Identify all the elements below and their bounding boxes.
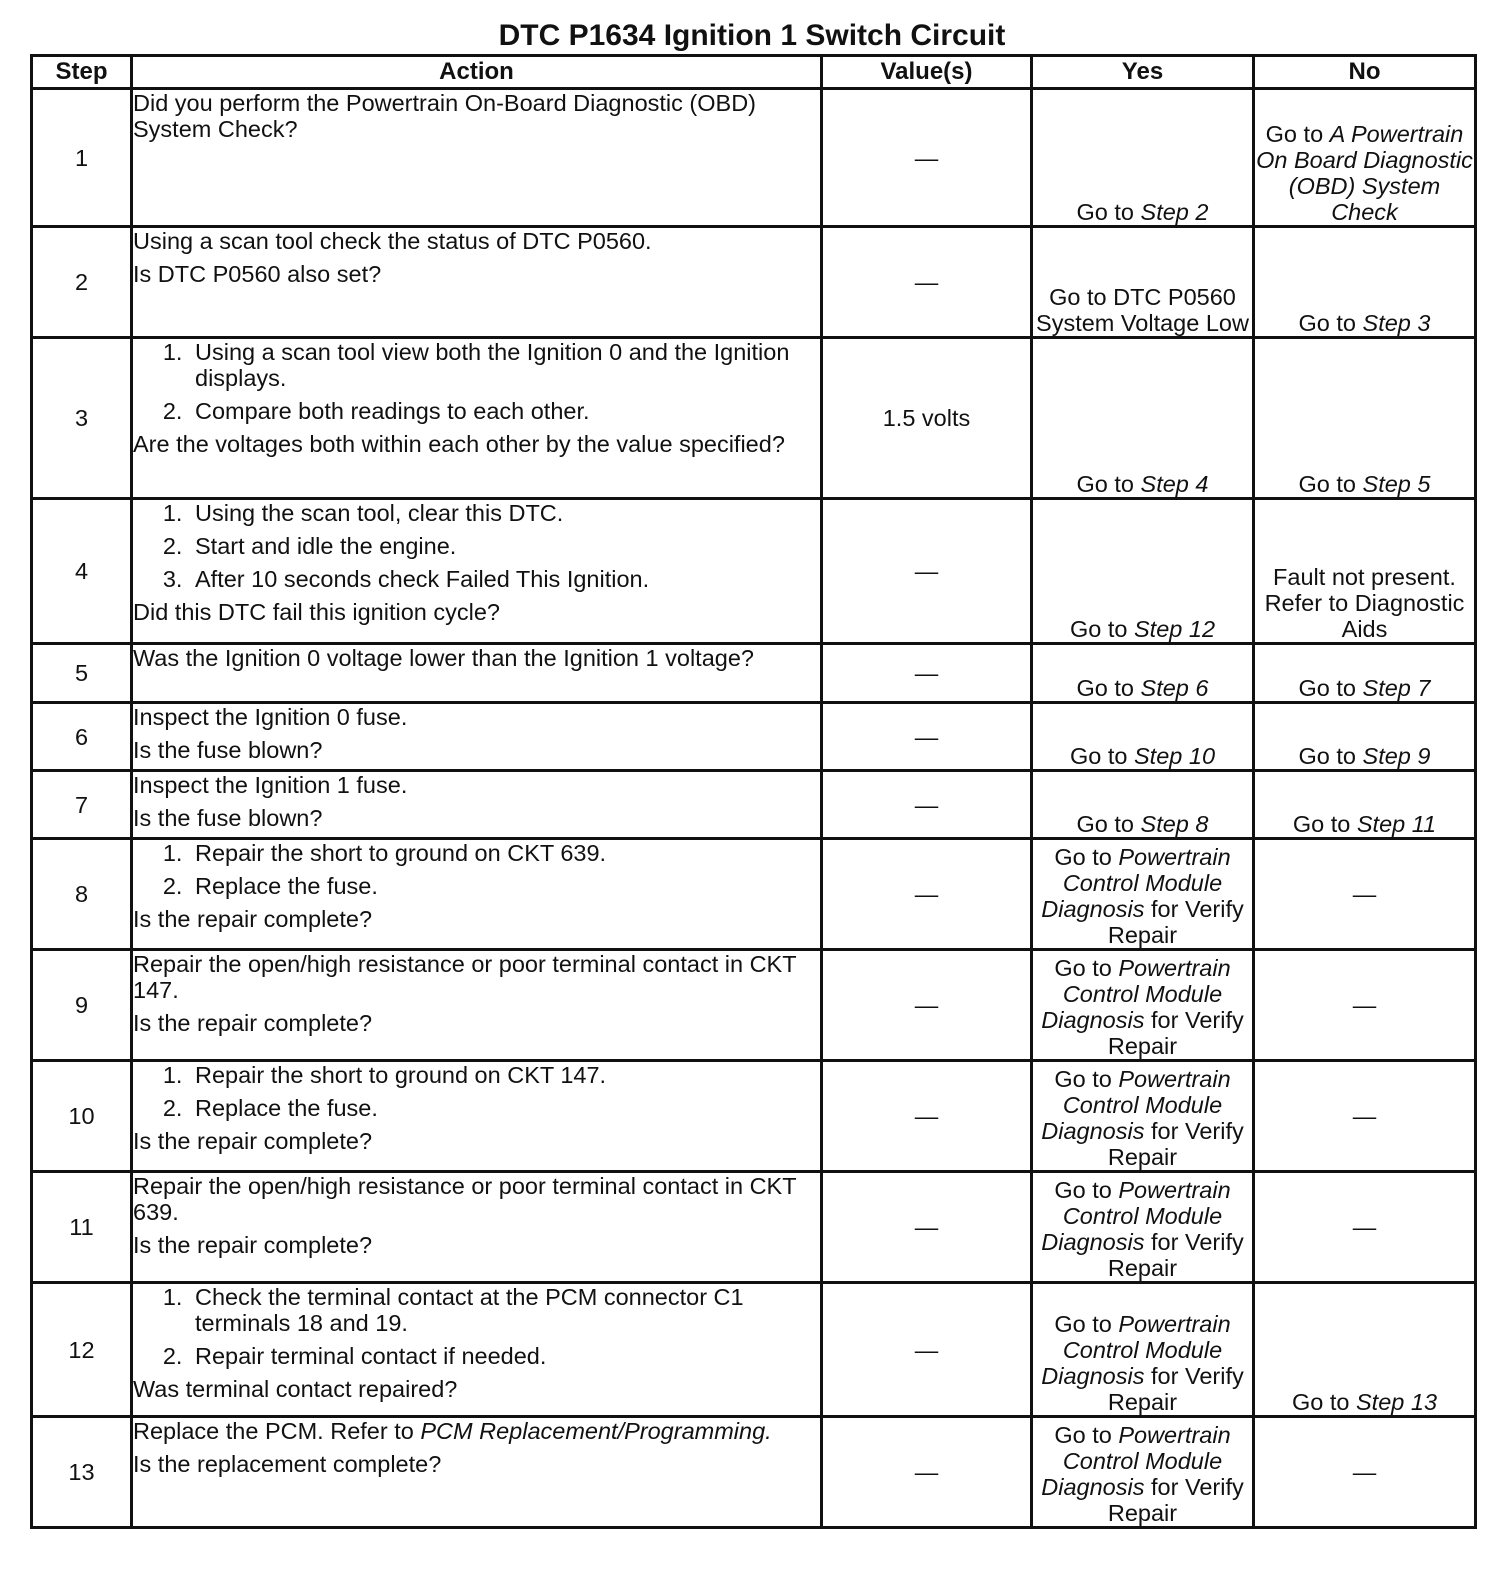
text-run: for Verify Repair: [1107, 896, 1244, 948]
reference-text: Step 3: [1362, 310, 1431, 336]
value-cell: —: [822, 771, 1032, 839]
reference-text: Powertrain Control Module Diagnosis: [1041, 1422, 1231, 1500]
step-number: 11: [32, 1172, 132, 1283]
action-step: 2. Start and idle the engine.: [189, 533, 820, 559]
table-row: [32, 1061, 1476, 1172]
action-step: 1. Using the scan tool, clear this DTC.: [189, 500, 820, 526]
no-result: [1254, 839, 1476, 950]
action-steps-list: [133, 339, 820, 424]
action-cell: [132, 338, 822, 499]
yes-result: [1032, 839, 1254, 950]
action-step: 2. Replace the fuse.: [189, 873, 820, 899]
header-value: Value(s): [822, 56, 1032, 89]
action-step: 1. Using a scan tool view both the Ignition 0 and the Ignition displays.: [189, 339, 820, 391]
text-run: Go to: [1076, 199, 1141, 225]
text-run: for Verify Repair: [1107, 1229, 1244, 1281]
text-run: Go to: [1054, 844, 1119, 870]
text-run: Go to DTC P0560 System Voltage Low: [1036, 284, 1249, 336]
action-cell: [132, 1283, 822, 1417]
table-row: [32, 771, 1476, 839]
action-step: 3. After 10 seconds check Failed This Ignition.: [189, 566, 820, 592]
text-run: for Verify Repair: [1107, 1007, 1244, 1059]
value-cell: —: [822, 499, 1032, 644]
action-step: 2. Repair terminal contact if needed.: [189, 1343, 820, 1369]
action-text: Inspect the Ignition 0 fuse.: [133, 704, 408, 730]
text-run: Go to: [1076, 811, 1141, 837]
text-run: for Verify Repair: [1107, 1118, 1244, 1170]
no-result: [1254, 1417, 1476, 1528]
text-run: Fault not present. Refer to Diagnostic Aids: [1264, 564, 1465, 642]
reference-text: Powertrain Control Module Diagnosis: [1041, 844, 1231, 922]
reference-text: A Powertrain On Board Diagnostic (OBD) System Check: [1256, 121, 1473, 225]
reference-text: Step 5: [1362, 471, 1431, 497]
text-run: Go to: [1076, 675, 1141, 701]
action-cell: [132, 227, 822, 338]
header-yes: Yes: [1032, 56, 1254, 89]
page-title: DTC P1634 Ignition 1 Switch Circuit: [498, 19, 1006, 52]
diagnostic-table: [30, 54, 1477, 1529]
action-text: Repair the open/high resistance or poor terminal contact in CKT 639.: [133, 1173, 797, 1225]
action-step: 1. Repair the short to ground on CKT 147.: [189, 1062, 820, 1088]
reference-text: Step 12: [1134, 616, 1216, 642]
action-step: 2. Replace the fuse.: [189, 1095, 820, 1121]
reference-text: Step 4: [1140, 471, 1209, 497]
no-result: [1254, 950, 1476, 1061]
reference-text: Step 13: [1356, 1389, 1438, 1415]
action-question: Is the replacement complete?: [133, 1451, 442, 1477]
reference-text: Step 6: [1140, 675, 1209, 701]
action-cell: [132, 499, 822, 644]
yes-result: [1032, 644, 1254, 703]
no-result: [1254, 1172, 1476, 1283]
step-number: 13: [32, 1417, 132, 1528]
table-row: [32, 1172, 1476, 1283]
action-question: Are the voltages both within each other by the value specified?: [133, 431, 785, 457]
action-question: Did this DTC fail this ignition cycle?: [133, 599, 500, 625]
text-run: Go to: [1054, 1066, 1119, 1092]
text-run: Go to: [1069, 743, 1134, 769]
text-run: —: [1352, 1103, 1377, 1129]
text-run: Go to: [1292, 811, 1357, 837]
table-row: [32, 839, 1476, 950]
action-question: Was terminal contact repaired?: [133, 1376, 458, 1402]
yes-result: [1032, 950, 1254, 1061]
value-cell: —: [822, 1283, 1032, 1417]
table-row: [32, 644, 1476, 703]
yes-result: [1032, 703, 1254, 771]
table-row: [32, 1283, 1476, 1417]
table-body: [32, 89, 1476, 1528]
yes-result: [1032, 771, 1254, 839]
step-number: 3: [32, 338, 132, 499]
reference-text: Powertrain Control Module Diagnosis: [1041, 1311, 1231, 1389]
reference-text: Powertrain Control Module Diagnosis: [1041, 1066, 1231, 1144]
action-question: Is the repair complete?: [133, 906, 373, 932]
action-question: Is the repair complete?: [133, 1010, 373, 1036]
action-step: 1. Check the terminal contact at the PCM connector C1 terminals 18 and 19.: [189, 1284, 820, 1336]
yes-result: [1032, 227, 1254, 338]
text-run: Replace the PCM. Refer to: [133, 1418, 421, 1444]
yes-result: [1032, 1417, 1254, 1528]
action-question: Is the fuse blown?: [133, 805, 323, 831]
value-cell: —: [822, 950, 1032, 1061]
action-steps-list: [133, 840, 820, 899]
action-question: Was the Ignition 0 voltage lower than the Ignition 1 voltage?: [133, 645, 754, 671]
table-row: [32, 703, 1476, 771]
table-row: [32, 89, 1476, 227]
action-question: Did you perform the Powertrain On-Board Diagnostic (OBD) System Check?: [133, 90, 756, 142]
action-question: Is the fuse blown?: [133, 737, 323, 763]
text-run: for Verify Repair: [1107, 1363, 1244, 1415]
reference-text: Powertrain Control Module Diagnosis: [1041, 1177, 1231, 1255]
action-text: [133, 1418, 820, 1444]
table-row: [32, 1417, 1476, 1528]
reference-text: Step 11: [1356, 811, 1437, 837]
no-result: [1254, 89, 1476, 227]
text-run: Go to: [1265, 121, 1330, 147]
yes-result: [1032, 499, 1254, 644]
text-run: —: [1352, 881, 1377, 907]
no-result: [1254, 227, 1476, 338]
step-number: 6: [32, 703, 132, 771]
value-cell: —: [822, 1061, 1032, 1172]
reference-text: Powertrain Control Module Diagnosis: [1041, 955, 1231, 1033]
step-number: 10: [32, 1061, 132, 1172]
text-run: Go to: [1054, 1422, 1119, 1448]
step-number: 12: [32, 1283, 132, 1417]
reference-text: Step 10: [1134, 743, 1216, 769]
step-number: 8: [32, 839, 132, 950]
action-text: Inspect the Ignition 1 fuse.: [133, 772, 408, 798]
action-question: Is DTC P0560 also set?: [133, 261, 382, 287]
no-result: [1254, 644, 1476, 703]
action-step: 1. Repair the short to ground on CKT 639.: [189, 840, 820, 866]
action-step: 2. Compare both readings to each other.: [189, 398, 820, 424]
action-cell: [132, 1061, 822, 1172]
table-row: [32, 227, 1476, 338]
action-steps-list: [133, 500, 820, 592]
value-cell: —: [822, 839, 1032, 950]
table-row: [32, 499, 1476, 644]
value-cell: —: [822, 644, 1032, 703]
step-number: 2: [32, 227, 132, 338]
text-run: —: [1352, 1214, 1377, 1240]
text-run: Go to: [1076, 471, 1141, 497]
yes-result: [1032, 89, 1254, 227]
no-result: [1254, 1283, 1476, 1417]
action-cell: [132, 771, 822, 839]
action-steps-list: [133, 1062, 820, 1121]
reference-text: Step 2: [1140, 199, 1209, 225]
action-cell: [132, 1417, 822, 1528]
text-run: Go to: [1054, 1311, 1119, 1337]
yes-result: [1032, 338, 1254, 499]
step-number: 4: [32, 499, 132, 644]
no-result: [1254, 703, 1476, 771]
no-result: [1254, 771, 1476, 839]
action-text: Using a scan tool check the status of DTC P0560.: [133, 228, 652, 254]
value-cell: 1.5 volts: [822, 338, 1032, 499]
no-result: [1254, 338, 1476, 499]
action-cell: [132, 644, 822, 703]
yes-result: [1032, 1283, 1254, 1417]
header-action: Action: [132, 56, 822, 89]
text-run: Go to: [1298, 471, 1363, 497]
table-row: [32, 338, 1476, 499]
step-number: 7: [32, 771, 132, 839]
header-no: No: [1254, 56, 1476, 89]
text-run: —: [1352, 1459, 1377, 1485]
text-run: Go to: [1298, 675, 1363, 701]
text-run: Go to: [1054, 955, 1119, 981]
table-row: [32, 950, 1476, 1061]
value-cell: —: [822, 703, 1032, 771]
value-cell: —: [822, 89, 1032, 227]
step-number: 1: [32, 89, 132, 227]
text-run: Go to: [1298, 743, 1363, 769]
value-cell: —: [822, 1417, 1032, 1528]
text-run: Go to: [1054, 1177, 1119, 1203]
no-result: [1254, 499, 1476, 644]
reference-text: PCM Replacement/Programming.: [420, 1418, 772, 1444]
text-run: Go to: [1069, 616, 1134, 642]
action-cell: [132, 1172, 822, 1283]
action-question: Is the repair complete?: [133, 1128, 373, 1154]
no-result: [1254, 1061, 1476, 1172]
value-cell: —: [822, 227, 1032, 338]
action-cell: [132, 89, 822, 227]
reference-text: Step 7: [1362, 675, 1431, 701]
reference-text: Step 8: [1140, 811, 1209, 837]
action-steps-list: [133, 1284, 820, 1369]
step-number: 5: [32, 644, 132, 703]
action-question: Is the repair complete?: [133, 1232, 373, 1258]
text-run: Go to: [1291, 1389, 1356, 1415]
text-run: for Verify Repair: [1107, 1474, 1244, 1526]
yes-result: [1032, 1172, 1254, 1283]
reference-text: Step 9: [1362, 743, 1431, 769]
action-cell: [132, 703, 822, 771]
header-step: Step: [32, 56, 132, 89]
action-cell: [132, 839, 822, 950]
value-cell: —: [822, 1172, 1032, 1283]
text-run: —: [1352, 992, 1377, 1018]
action-cell: [132, 950, 822, 1061]
yes-result: [1032, 1061, 1254, 1172]
action-text: Repair the open/high resistance or poor terminal contact in CKT 147.: [133, 951, 797, 1003]
step-number: 9: [32, 950, 132, 1061]
header-row: [32, 56, 1476, 89]
text-run: Go to: [1298, 310, 1363, 336]
